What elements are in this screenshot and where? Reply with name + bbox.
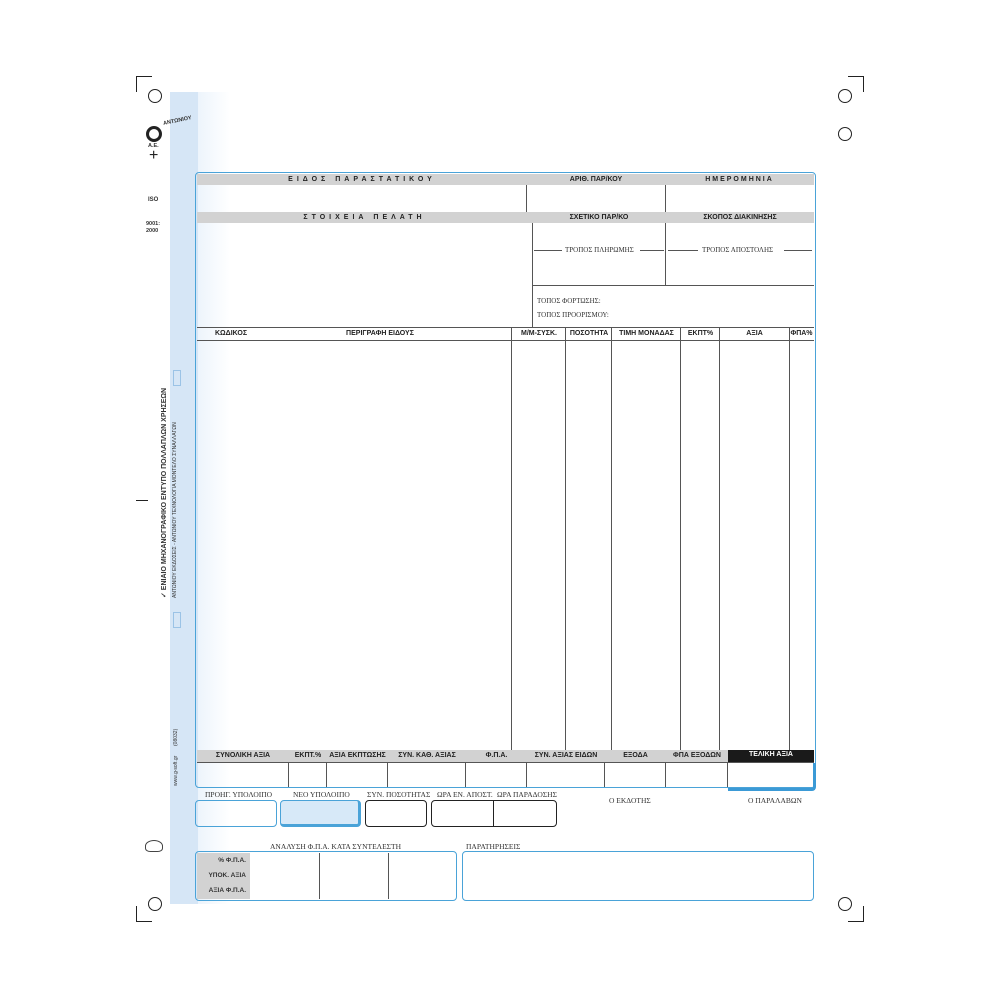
plus-icon: + [149,147,159,164]
receiver-label: Ο ΠΑΡΑΛΑΒΩΝ [748,796,802,805]
logo-ring-icon [146,126,162,142]
column-header: Μ/Μ-ΣΥΣΚ. [520,330,557,337]
loading-place-label: ΤΟΠΟΣ ΦΟΡΤΩΣΗΣ: [537,297,601,305]
side-vertical-code: (08032) [173,728,179,746]
remarks-field[interactable] [462,851,814,901]
totals-divider [326,762,327,787]
new-balance-label: ΝΕΟ ΥΠΟΛΟΙΠΟ [293,790,350,799]
totals-label: ΣΥΝ. ΚΑΘ. ΑΞΙΑΣ [398,752,456,759]
divider [493,801,494,826]
ship-time-label: ΩΡΑ ΕΝ. ΑΠΟΣΤ. [437,790,493,799]
side-marker [173,370,181,386]
logo-sub: Α.Ε. [148,143,159,149]
destination-label: ΤΟΠΟΣ ΠΡΟΟΡΙΣΜΟΥ: [537,311,609,319]
totals-label: ΑΞΙΑ ΕΚΠΤΩΣΗΣ [329,752,386,759]
totals-label: Φ.Π.Α. [485,752,508,759]
vat-rate-label: % Φ.Π.Α. [218,857,246,864]
totals-divider [665,762,666,787]
final-value-field[interactable] [728,763,816,791]
new-balance-field[interactable] [280,800,361,827]
logo [146,115,196,166]
punch-hole [838,89,852,103]
payment-method-field[interactable] [533,255,664,284]
date-label: ΗΜΕΡΟΜΗΝΙΑ [705,176,774,183]
items-area[interactable] [197,341,814,749]
punch-hole [148,89,162,103]
column-header: ΠΟΣΟΤΗΤΑ [569,330,609,337]
divider [197,327,814,328]
iso-standard: 9001: 2000 [146,221,161,234]
punch-hole [838,897,852,911]
date-field[interactable] [666,185,814,212]
totals-label: ΣΥΝ. ΑΞΙΑΣ ΕΙΔΩΝ [534,752,598,759]
times-field[interactable] [431,800,557,827]
column-header: ΚΩΔΙΚΟΣ [215,330,248,337]
divider [197,762,814,763]
taxable-value-label: ΥΠΟΚ. ΑΞΙΑ [208,872,246,879]
previous-balance-field[interactable] [195,800,277,827]
totals-label: ΣΥΝΟΛΙΚΗ ΑΞΙΑ [215,752,271,759]
delivery-time-label: ΩΡΑ ΠΑΡΑΔΟΣΗΣ [497,790,557,799]
side-vertical-site: www.g-soft.gr [173,755,179,786]
totals-divider [288,762,289,787]
final-value-label: ΤΕΛΙΚΗ ΑΞΙΑ [728,750,814,762]
column-header: ΠΕΡΙΓΡΑΦΗ ΕΙΔΟΥΣ [346,330,414,337]
dash [640,250,664,251]
punch-hole [838,127,852,141]
divider [532,285,814,286]
customer-label: ΣΤΟΙΧΕΙΑ ΠΕΛΑΤΗ [303,214,426,221]
crop-mark [848,76,864,92]
remarks-title: ΠΑΡΑΤΗΡΗΣΕΙΣ [466,842,521,851]
doc-type-label: ΕΙΔΟΣ ΠΑΡΑΣΤΑΤΙΚΟΥ [288,176,436,183]
quantity-total-label: ΣΥΝ. ΠΟΣΟΤΗΤΑΣ [367,790,431,799]
side-marker [173,612,181,628]
totals-divider [387,762,388,787]
column-header: ΦΠΑ% [790,330,813,337]
fold-mark [136,500,148,501]
side-vertical-title: ✓ ΕΝΙΑΙΟ ΜΗΧΑΝΟΓΡΑΦΙΚΟ ΕΝΤΥΠΟ ΠΟΛΛΑΠΛΩΝ ΧΡΗΣΕΩΝ [161,387,168,598]
dash [784,250,812,251]
totals-divider [526,762,527,787]
totals-label: ΦΠΑ ΕΞΟΔΩΝ [673,752,721,759]
previous-balance-label: ΠΡΟΗΓ. ΥΠΟΛΟΙΠΟ [205,790,273,799]
customer-field[interactable] [197,223,532,327]
vat-amount-label: ΑΞΙΑ Φ.Π.Α. [208,887,246,894]
iso-label: ISO [148,197,159,203]
stamp-icon [145,840,163,852]
doc-number-label: ΑΡΙΘ. ΠΑΡ/ΚΟΥ [569,176,623,183]
shipping-purpose-label: ΣΚΟΠΟΣ ΔΙΑΚΙΝΗΣΗΣ [703,214,777,221]
related-doc-label: ΣΧΕΤΙΚΟ ΠΑΡ/ΚΟ [569,214,629,221]
totals-label: ΕΞΟΔΑ [623,752,648,759]
payment-method-label: ΤΡΟΠΟΣ ΠΛΗΡΩΜΗΣ [565,246,634,254]
doc-type-field[interactable] [197,185,526,212]
side-vertical-publisher: ΑΝΤΩΝΙΟΥ ΕΚΔΟΣΕΙΣ - ΑΝΤΩΝΙΟΥ ΤΕΧΝΟΛΟΓΙΑ ΜΟΝΤΕΛΟ ΣΥΝΑΛΛΑΓΩΝ [172,422,178,598]
column-header: ΑΞΙΑ [746,330,763,337]
dash [668,250,698,251]
dash [534,250,562,251]
doc-number-field[interactable] [527,185,665,212]
shipping-method-field[interactable] [666,255,813,284]
totals-divider [604,762,605,787]
quantity-total-field[interactable] [365,800,427,827]
column-header: ΕΚΠΤ% [687,330,714,337]
vat-analysis-title: ΑΝΑΛΥΣΗ Φ.Π.Α. ΚΑΤΑ ΣΥΝΤΕΛΕΣΤΗ [270,842,402,851]
totals-divider [465,762,466,787]
issuer-label: Ο ΕΚΔΟΤΗΣ [609,796,651,805]
shipping-method-label: ΤΡΟΠΟΣ ΑΠΟΣΤΟΛΗΣ [702,246,774,254]
vat-values-field[interactable] [251,853,455,899]
column-header: ΤΙΜΗ ΜΟΝΑΔΑΣ [619,330,674,337]
logo-name: ΑΝΤΩΝΙΟΥ [162,115,193,127]
totals-label: ΕΚΠΤ.% [294,752,322,759]
punch-hole [148,897,162,911]
